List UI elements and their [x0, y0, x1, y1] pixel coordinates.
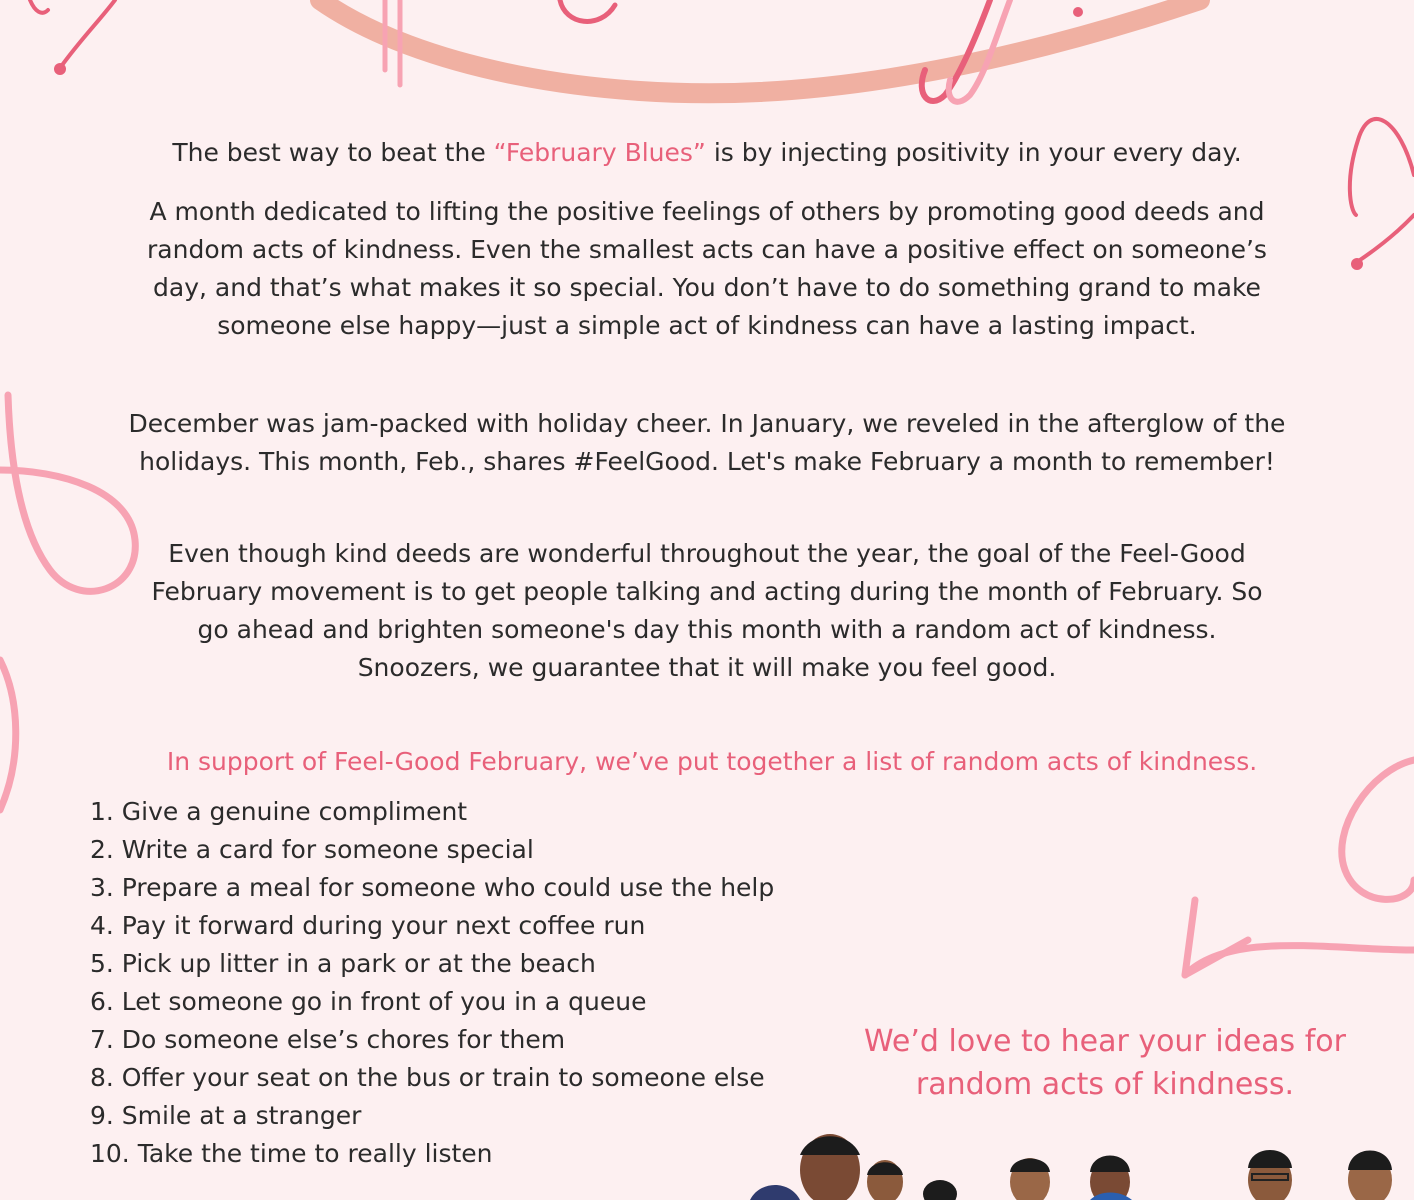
intro-before: The best way to beat the — [172, 138, 494, 167]
list-item: 5. Pick up litter in a park or at the beach — [90, 949, 596, 978]
person-2 — [867, 1160, 903, 1200]
list-item: 9. Smile at a stranger — [90, 1101, 362, 1130]
people-photo — [740, 1130, 1414, 1200]
person-7 — [1348, 1151, 1392, 1200]
person-1 — [750, 1134, 860, 1200]
list-item: 3. Prepare a meal for someone who could use the help — [90, 873, 775, 902]
paragraph-month-dedicated: A month dedicated to lifting the positive feelings of others by promoting good deeds and random acts of kindness. Even the smallest acts can have a positive effect on someone’s day, and that’s what makes it so special. You don’t have to do something grand to make someone else happy—just a simple act of kindness can have a lasting impact. — [147, 197, 1267, 340]
paragraph-goal: Even though kind deeds are wonderful throughout the year, the goal of the Feel-Good February movement is to get people talking and acting during the month of February. So go ahead and brighten someone's day this month with a random act of kindness. Snoozers, we guarantee that it will make you feel good. — [151, 539, 1263, 682]
list-item: 4. Pay it forward during your next coffee run — [90, 911, 646, 940]
february-blues-highlight: “February Blues” — [493, 138, 706, 167]
person-3 — [923, 1180, 957, 1200]
intro-paragraph — [80, 134, 1334, 172]
intro-after: is by injecting positivity in your every day. — [705, 138, 1242, 167]
list-item: 10. Take the time to really listen — [90, 1139, 493, 1168]
kindness-list — [90, 793, 774, 1173]
list-item: 8. Offer your seat on the bus or train to someone else — [90, 1063, 765, 1092]
list-item: 2. Write a card for someone special — [90, 835, 534, 864]
support-line: In support of Feel-Good February, we’ve put together a list of random acts of kindness. — [166, 747, 1258, 776]
list-item: 7. Do someone else’s chores for them — [90, 1025, 566, 1054]
ideas-callout: We’d love to hear your ideas for random acts of kindness. — [864, 1024, 1346, 1102]
list-item: 6. Let someone go in front of you in a queue — [90, 987, 647, 1016]
person-4 — [1010, 1158, 1050, 1200]
paragraph-december: December was jam-packed with holiday cheer. In January, we reveled in the afterglow of the holidays. This month, Feb., shares #FeelGood. Let's make February a month to remember! — [128, 409, 1286, 476]
list-item: 1. Give a genuine compliment — [90, 797, 468, 826]
person-6 — [1248, 1150, 1292, 1200]
person-5 — [1090, 1156, 1132, 1200]
